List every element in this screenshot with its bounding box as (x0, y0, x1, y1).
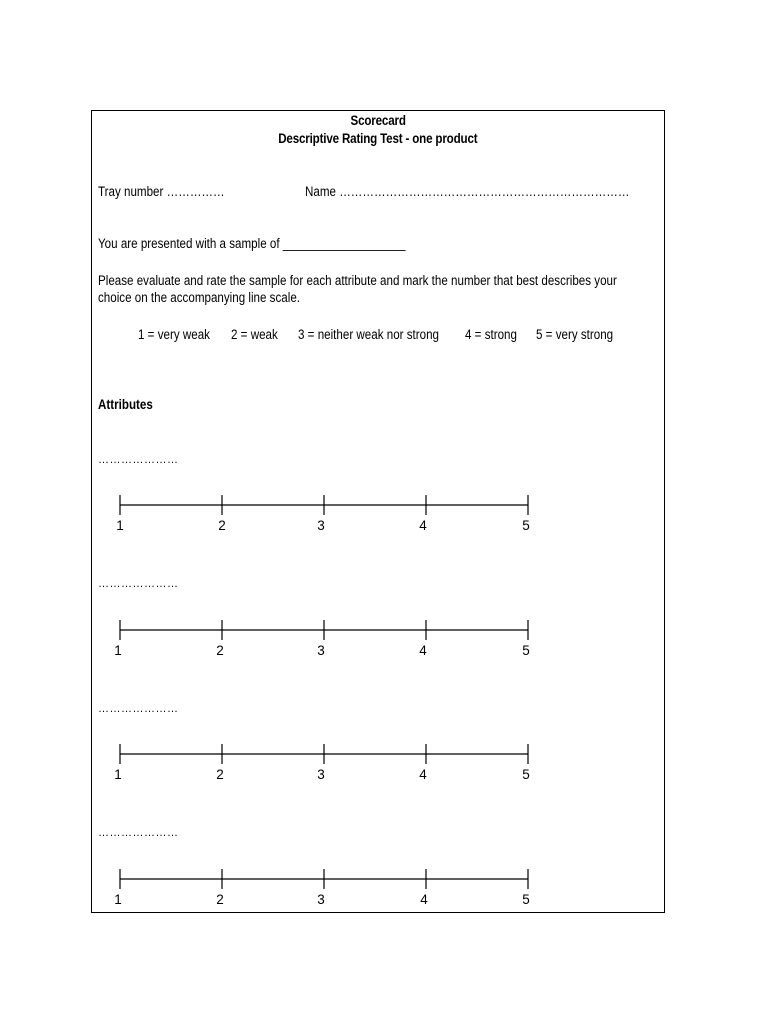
rating-legend-1: 1 = very weak (138, 327, 210, 342)
scale-tick-label: 4 (419, 767, 427, 782)
scale-tick-label: 2 (216, 767, 224, 782)
attribute-name-blank[interactable]: ………………… (98, 827, 179, 839)
scale-tick-label: 3 (317, 518, 325, 533)
scorecard-title: Scorecard (350, 113, 406, 128)
line-scale[interactable] (108, 867, 538, 907)
scorecard-form (91, 110, 665, 913)
rating-legend-5: 5 = very strong (536, 327, 614, 342)
rating-legend-3: 3 = neither weak nor strong (298, 327, 440, 342)
attributes-heading: Attributes (98, 397, 153, 412)
tray-number-field[interactable]: Tray number …………… (98, 184, 225, 199)
line-scale[interactable] (108, 493, 538, 533)
rating-legend-4: 4 = strong (465, 327, 517, 342)
line-scale[interactable] (108, 618, 538, 658)
scale-tick-label: 2 (216, 892, 224, 907)
scale-tick-label: 2 (216, 643, 224, 658)
scale-tick-label: 1 (116, 518, 124, 533)
attribute-name-blank[interactable]: ………………… (98, 578, 179, 590)
scale-tick-label: 5 (522, 892, 530, 907)
scale-tick-label: 3 (317, 892, 325, 907)
instruction-line-1: Please evaluate and rate the sample for each attribute and mark the number that best describes your (98, 273, 617, 288)
scale-tick-label: 4 (419, 518, 427, 533)
scale-tick-label: 1 (114, 892, 122, 907)
scale-tick-label: 5 (522, 643, 530, 658)
attribute-name-blank[interactable]: ………………… (98, 454, 179, 466)
name-field[interactable]: Name ………………………………………………………………… (305, 184, 630, 199)
sample-field[interactable]: You are presented with a sample of ___________________ (98, 236, 406, 251)
scorecard-subtitle: Descriptive Rating Test - one product (278, 131, 478, 146)
instruction-line-2: choice on the accompanying line scale. (98, 290, 301, 305)
rating-legend-2: 2 = weak (231, 327, 278, 342)
line-scale[interactable] (108, 742, 538, 782)
scale-tick-label: 5 (522, 518, 530, 533)
scale-tick-label: 2 (218, 518, 226, 533)
scale-tick-label: 1 (114, 643, 122, 658)
attribute-name-blank[interactable]: ………………… (98, 703, 179, 715)
scale-tick-label: 1 (114, 767, 122, 782)
scale-tick-label: 3 (317, 643, 325, 658)
scale-tick-label: 4 (419, 643, 427, 658)
scale-tick-label: 4 (420, 892, 428, 907)
scale-tick-label: 5 (522, 767, 530, 782)
scale-tick-label: 3 (317, 767, 325, 782)
